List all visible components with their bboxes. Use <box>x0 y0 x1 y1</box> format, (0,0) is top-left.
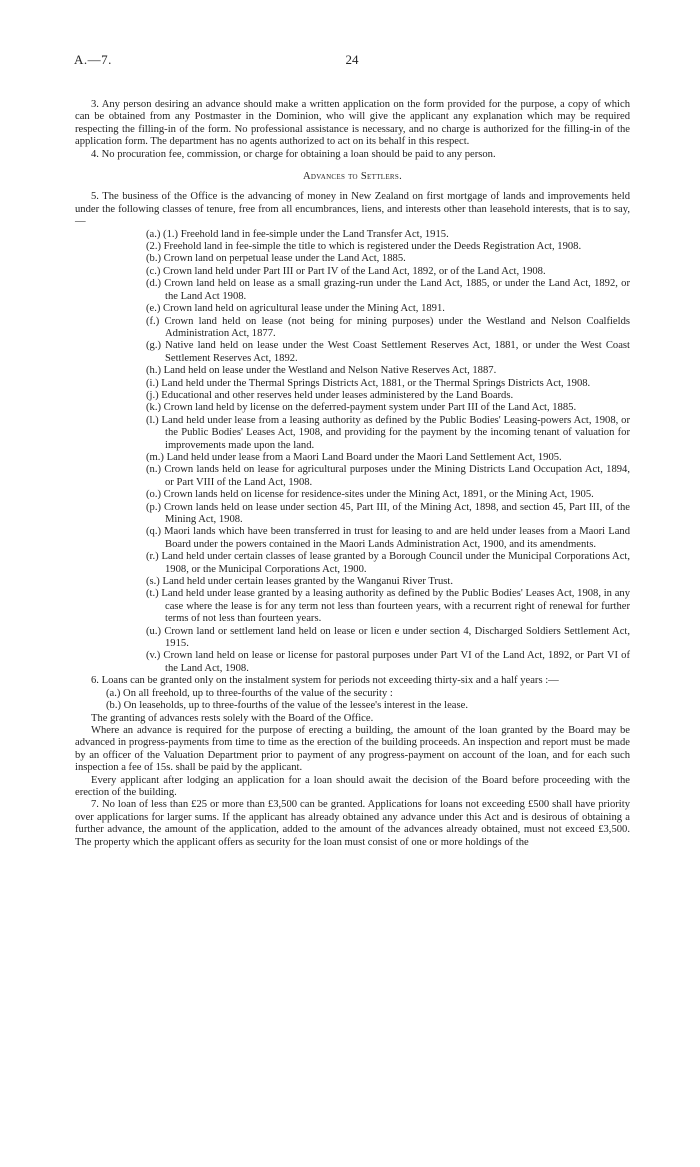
tenure-item: (v.) Crown land held on lease or license for pastoral purposes under Part VI of the Land Act, 1892, or Part VI of the Land Act, 1908. <box>146 650 630 674</box>
tenure-item: (h.) Land held on lease under the Westland and Nelson Native Reserves Act, 1887. <box>146 365 497 377</box>
tenure-item: (2.) Freehold land in fee-simple the title to which is registered under the Deeds Registration Act, 1908. <box>146 241 582 253</box>
tenure-item: (r.) Land held under certain classes of lease granted by a Borough Council under the Municipal Corporations Act, 1908, or the Municipal Corporations Act, 1900. <box>146 551 630 575</box>
tenure-item: (e.) Crown land held on agricultural lease under the Mining Act, 1891. <box>146 303 445 315</box>
tenure-item: (n.) Crown lands held on lease for agricultural purposes under the Mining Districts Land Occupation Act, 1894, or Part VIII of the Land Act, 1908. <box>146 464 630 488</box>
paragraph-6e: Every applicant after lodging an application for a loan should await the decision of the Board before proceeding with the erection of the building. <box>75 774 630 798</box>
document-reference: A.—7. <box>74 52 112 67</box>
tenure-item: (j.) Educational and other reserves held under leases administered by the Land Boards. <box>146 389 514 401</box>
tenure-item: (l.) Land held under lease from a leasing authority as defined by the Public Bodies' Leasing-powers Act, 1908, or the Public Bodies' Leases Act, 1908, and providing for the payment by the incoming tenant of valuation for improvements made upon the land. <box>146 414 630 451</box>
tenure-item: (f.) Crown land held on lease (not being for mining purposes) under the Westland and Nelson Coalfields Administration Act, 1877. <box>146 315 630 339</box>
tenure-item: (b.) Crown land on perpetual lease under the Land Act, 1885. <box>146 253 406 265</box>
paragraph-6c: The granting of advances rests solely with the Board of the Office. <box>91 712 374 724</box>
page-body <box>75 99 630 849</box>
section-heading <box>75 171 630 183</box>
paragraph-6d: Where an advance is required for the purpose of erecting a building, the amount of the loan granted by the Board may be advanced in progress-payments from time to time as the erection of the building proceeds. An inspection and report must be made by an officer of the Valuation Department prior to payment of any progress-payment on account of the loan, and for each such inspection a fee of 15s. shall be paid by the applicant. <box>75 724 630 774</box>
paragraph-3: 3. Any person desiring an advance should make a written application on the form provided for the purpose, a copy of which can be obtained from any Postmaster in the Dominion, who will give the applicant any explanation which may be required respecting the filling-in of the form. No professional assistance is necessary, and no charge is authorized for the filling-in of the application form. The department has no agents authorized to act on its behalf in this respect. <box>75 99 630 148</box>
paragraph-5: 5. The business of the Office is the advancing of money in New Zealand on first mortgage of lands and improvements held under the following classes of tenure, free from all encumbrances, liens, and interests other than leasehold interests, that is to say,— <box>75 191 630 228</box>
paragraph-6: 6. Loans can be granted only on the instalment system for periods not exceeding thirty-six and a half years :— <box>91 675 559 687</box>
paragraph-7: 7. No loan of less than £25 or more than £3,500 can be granted. Applications for loans not exceeding £500 shall have priority over applications for larger sums. If the applicant has already obtained any advance under this Act and is desirous of obtaining a further advance, the amount of the application, added to the amount of the advances already obtained, must not exceed £3,500. The property which the applicant offers as security for the loan must consist of one or more holdings of the <box>75 799 630 848</box>
tenure-item: (s.) Land held under certain leases granted by the Wanganui River Trust. <box>146 576 453 588</box>
tenure-item: (t.) Land held under lease granted by a leasing authority as defined by the Public Bodies' Leases Act, 1908, in any case where the lease is for any term not less than fourteen years, with a recurrent right of renewal for further terms of not less than fourteen years. <box>146 588 630 625</box>
tenure-item: (a.) (1.) Freehold land in fee-simple under the Land Transfer Act, 1915. <box>146 228 449 240</box>
tenure-item: (m.) Land held under lease from a Maori Land Board under the Maori Land Settlement Act, 1905. <box>146 451 562 463</box>
tenure-item: (g.) Native land held on lease under the West Coast Settlement Reserves Act, 1881, or under the West Coast Settlement Reserves Act, 1892. <box>146 340 630 364</box>
tenure-item: (i.) Land held under the Thermal Springs Districts Act, 1881, or the Thermal Springs Districts Act, 1908. <box>146 377 591 389</box>
paragraph-4: 4. No procuration fee, commission, or charge for obtaining a loan should be paid to any person. <box>91 148 496 160</box>
tenure-item: (o.) Crown lands held on license for residence-sites under the Mining Act, 1891, or the Mining Act, 1905. <box>146 489 594 501</box>
page-header <box>74 54 630 74</box>
tenure-item: (d.) Crown land held on lease as a small grazing-run under the Land Act, 1885, or under the Land Act, 1892, or the Land Act 1908. <box>146 278 630 302</box>
tenure-item: (q.) Maori lands which have been transferred in trust for leasing to and are held under leases from a Maori Land Board under the powers contained in the Maori Lands Administration Act, 1900, and its amendments. <box>146 526 630 550</box>
tenure-item: (k.) Crown land held by license on the deferred-payment system under Part III of the Land Act, 1885. <box>146 402 577 414</box>
section-heading-text: Advances to Settlers. <box>302 171 403 183</box>
tenure-item: (u.) Crown land or settlement land held on lease or licen e under section 4, Discharged Soldiers Settlement Act, 1915. <box>146 625 630 650</box>
paragraph-6a: (a.) On all freehold, up to three-fourths of the value of the security : <box>106 687 393 699</box>
paragraph-6b: (b.) On leaseholds, up to three-fourths of the value of the lessee's interest in the lease. <box>106 700 468 712</box>
tenure-list <box>75 229 630 676</box>
page-number: 24 <box>345 52 359 67</box>
tenure-item: (p.) Crown lands held on lease under section 45, Part III, of the Mining Act, 1898, and section 45, Part III, of the Mining Act, 1908. <box>146 501 630 525</box>
tenure-item: (c.) Crown land held under Part III or Part IV of the Land Act, 1892, or of the Land Act, 1908. <box>146 265 546 277</box>
